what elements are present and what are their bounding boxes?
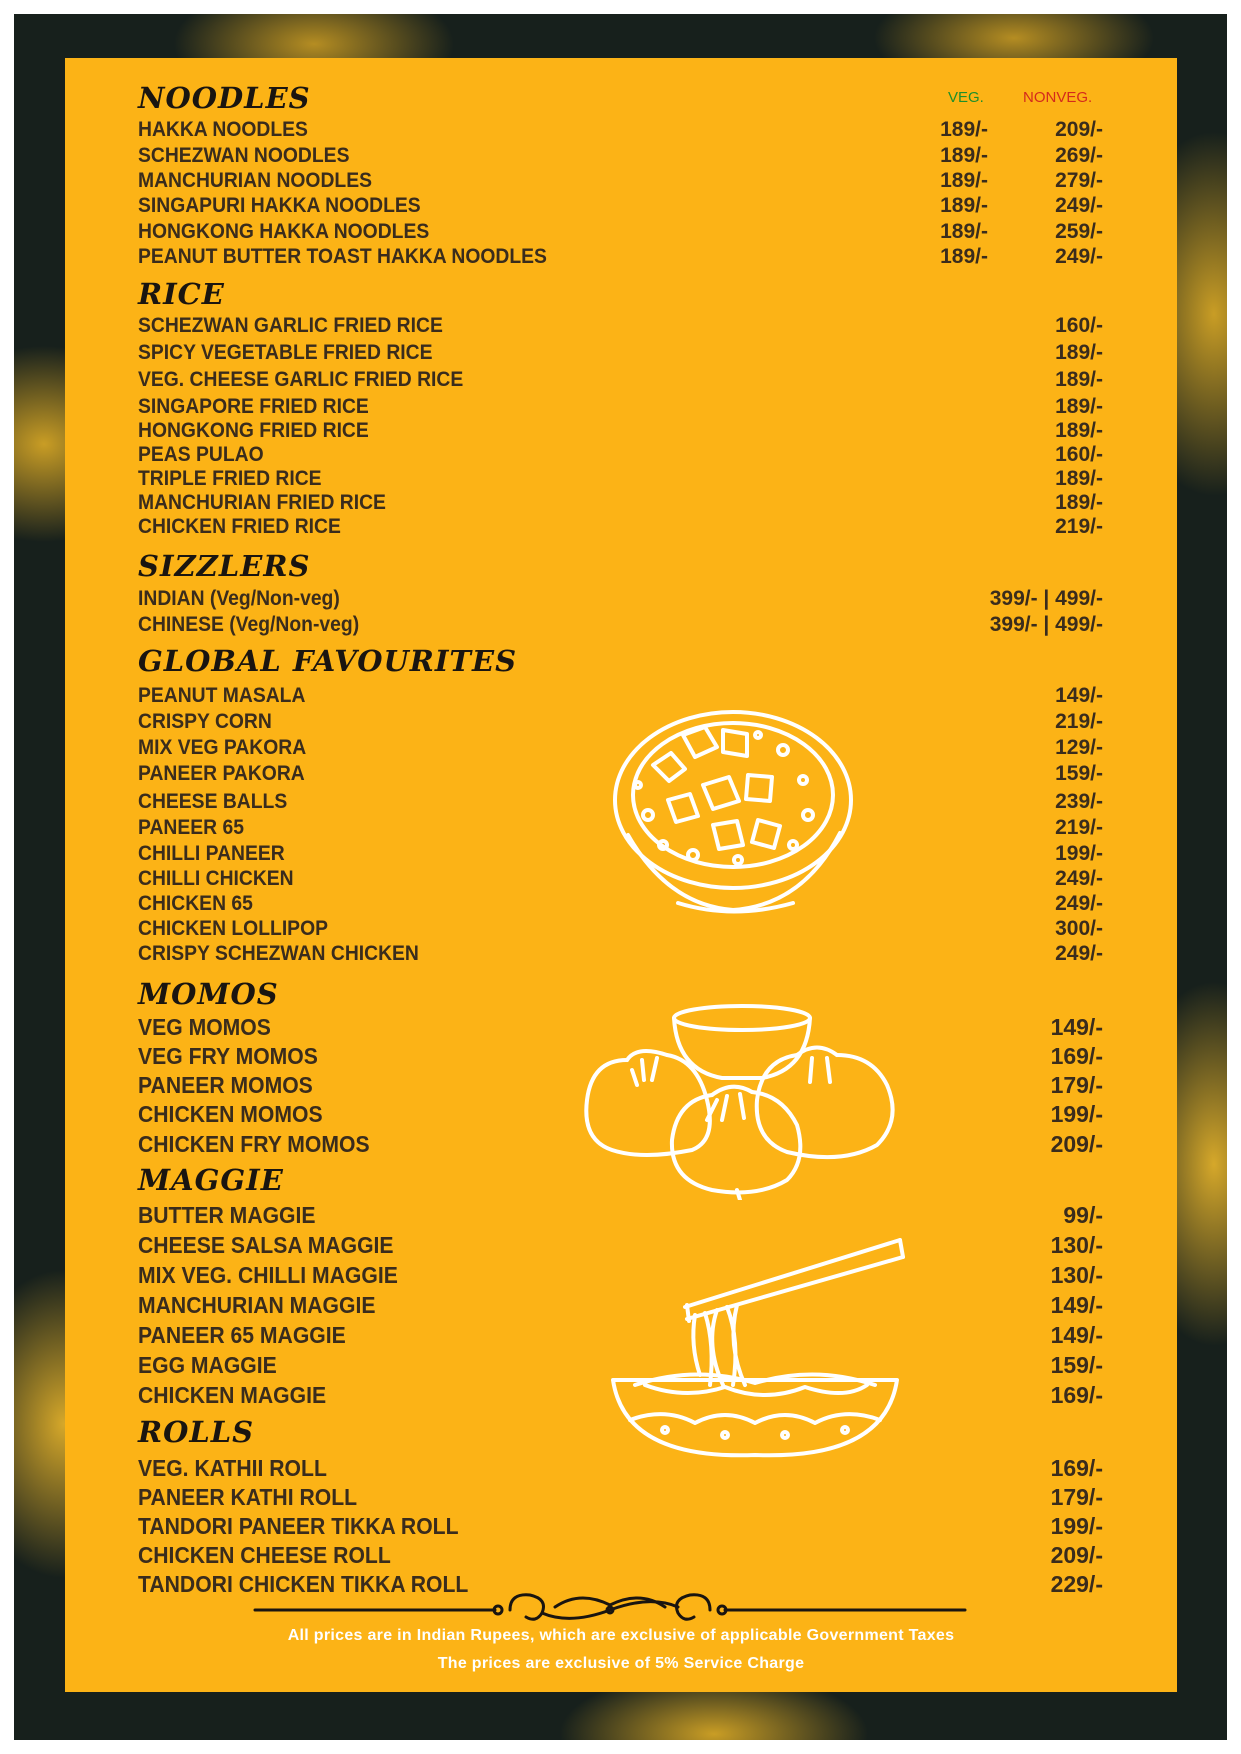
item-price: 199/-	[1050, 1101, 1103, 1127]
menu-item-row	[138, 490, 1103, 516]
item-name: SINGAPURI HAKKA NOODLES	[138, 194, 421, 217]
item-price: 249/-	[1055, 892, 1103, 915]
menu-item-row	[138, 586, 1103, 612]
item-price: 189/-	[1055, 395, 1103, 418]
item-name: TRIPLE FRIED RICE	[138, 467, 322, 490]
menu-item-row	[138, 193, 1103, 219]
item-name: VEG. CHEESE GARLIC FRIED RICE	[138, 368, 464, 391]
item-nonveg-price: 249/-	[1055, 194, 1103, 217]
item-name: CHEESE SALSA MAGGIE	[138, 1232, 394, 1258]
section-title-noodles: NOODLES	[138, 81, 311, 115]
item-nonveg-price: 269/-	[1055, 144, 1103, 167]
item-name: PANEER MOMOS	[138, 1072, 313, 1098]
menu-item-row	[138, 168, 1103, 194]
item-price: 219/-	[1055, 710, 1103, 733]
item-name: MANCHURIAN MAGGIE	[138, 1292, 376, 1318]
item-price: 189/-	[1055, 368, 1103, 391]
menu-item-row	[138, 340, 1103, 366]
item-price: 169/-	[1050, 1455, 1103, 1481]
menu-item-row	[138, 313, 1103, 339]
menu-item-row	[138, 219, 1103, 245]
item-veg-price: 189/-	[940, 169, 988, 192]
noodle-bowl-icon	[605, 1235, 905, 1460]
menu-item-row	[138, 612, 1103, 638]
item-price: 149/-	[1050, 1014, 1103, 1040]
item-name: MIX VEG. CHILLI MAGGIE	[138, 1262, 398, 1288]
item-price: 219/-	[1055, 515, 1103, 538]
item-name: CHICKEN FRY MOMOS	[138, 1131, 370, 1157]
item-name: HONGKONG FRIED RICE	[138, 419, 369, 442]
item-price: 189/-	[1055, 419, 1103, 442]
item-price: 169/-	[1050, 1382, 1103, 1408]
item-price: 189/-	[1055, 467, 1103, 490]
menu-item-row	[138, 941, 1103, 967]
item-price: 149/-	[1055, 684, 1103, 707]
item-price: 159/-	[1050, 1352, 1103, 1378]
item-price: 160/-	[1055, 443, 1103, 466]
item-price: 199/-	[1050, 1513, 1103, 1539]
item-name: VEG FRY MOMOS	[138, 1043, 318, 1069]
item-name: VEG. KATHII ROLL	[138, 1455, 327, 1481]
item-veg-price: 189/-	[940, 245, 988, 268]
section-title-sizzlers: SIZZLERS	[138, 549, 311, 583]
item-price: 229/-	[1050, 1571, 1103, 1597]
section-title-maggie: MAGGIE	[138, 1163, 284, 1197]
menu-item-row	[138, 1202, 1103, 1228]
menu-item-row	[138, 394, 1103, 420]
item-nonveg-price: 279/-	[1055, 169, 1103, 192]
item-price: 249/-	[1055, 867, 1103, 890]
item-name: CHILLI PANEER	[138, 842, 285, 865]
item-name: PANEER KATHI ROLL	[138, 1484, 358, 1510]
item-veg-price: 189/-	[940, 220, 988, 243]
item-price: 209/-	[1050, 1131, 1103, 1157]
item-name: MANCHURIAN NOODLES	[138, 169, 372, 192]
item-nonveg-price: 249/-	[1055, 245, 1103, 268]
item-name: VEG MOMOS	[138, 1014, 271, 1040]
item-price: 149/-	[1050, 1292, 1103, 1318]
menu-item-row	[138, 117, 1103, 143]
item-price: 399/- | 499/-	[989, 587, 1103, 610]
item-name: CRISPY SCHEZWAN CHICKEN	[138, 942, 419, 965]
menu-item-row	[138, 1513, 1103, 1539]
nonveg-column-header: NONVEG.	[1023, 89, 1093, 106]
item-name: EGG MAGGIE	[138, 1352, 277, 1378]
item-name: CHICKEN FRIED RICE	[138, 515, 341, 538]
item-name: PEANUT BUTTER TOAST HAKKA NOODLES	[138, 245, 547, 268]
item-name: PANEER 65	[138, 816, 244, 839]
item-name: TANDORI CHICKEN TIKKA ROLL	[138, 1571, 469, 1597]
item-price: 199/-	[1055, 842, 1103, 865]
item-price: 189/-	[1055, 491, 1103, 514]
menu-item-row	[138, 418, 1103, 444]
item-name: CHICKEN MOMOS	[138, 1101, 323, 1127]
item-price: 130/-	[1050, 1232, 1103, 1258]
footer-tax-note: All prices are in Indian Rupees, which are exclusive of applicable Government Taxes	[287, 1627, 955, 1644]
footer-service-charge-note: The prices are exclusive of 5% Service Charge	[437, 1655, 805, 1672]
menu-item-row	[138, 466, 1103, 492]
item-name: BUTTER MAGGIE	[138, 1202, 316, 1228]
section-title-rolls: ROLLS	[138, 1415, 255, 1449]
menu-item-row	[138, 442, 1103, 468]
item-price: 249/-	[1055, 942, 1103, 965]
item-name: MANCHURIAN FRIED RICE	[138, 491, 386, 514]
item-name: PANEER PAKORA	[138, 762, 305, 785]
item-price: 130/-	[1050, 1262, 1103, 1288]
section-title-momos: MOMOS	[138, 977, 279, 1011]
item-price: 149/-	[1050, 1322, 1103, 1348]
item-name: HONGKONG HAKKA NOODLES	[138, 220, 430, 243]
item-price: 239/-	[1055, 790, 1103, 813]
item-name: CHILLI CHICKEN	[138, 867, 294, 890]
item-price: 159/-	[1055, 762, 1103, 785]
section-title-rice: RICE	[138, 277, 225, 311]
item-nonveg-price: 209/-	[1055, 118, 1103, 141]
item-name: INDIAN (Veg/Non-veg)	[138, 587, 340, 610]
item-price: 160/-	[1055, 314, 1103, 337]
menu-item-row	[138, 367, 1103, 393]
item-name: SPICY VEGETABLE FRIED RICE	[138, 341, 433, 364]
item-name: CHICKEN 65	[138, 892, 253, 915]
item-price: 209/-	[1050, 1542, 1103, 1568]
curry-bowl-icon	[608, 705, 858, 920]
item-veg-price: 189/-	[940, 118, 988, 141]
item-name: PEAS PULAO	[138, 443, 264, 466]
menu-item-row	[138, 244, 1103, 270]
item-name: CHICKEN CHEESE ROLL	[138, 1542, 391, 1568]
item-name: TANDORI PANEER TIKKA ROLL	[138, 1513, 459, 1539]
menu-item-row	[138, 143, 1103, 169]
item-name: PANEER 65 MAGGIE	[138, 1322, 346, 1348]
item-nonveg-price: 259/-	[1055, 220, 1103, 243]
item-price: 300/-	[1055, 917, 1103, 940]
item-price: 189/-	[1055, 341, 1103, 364]
item-price: 179/-	[1050, 1072, 1103, 1098]
veg-column-header: VEG.	[948, 89, 984, 106]
item-veg-price: 189/-	[940, 144, 988, 167]
item-price: 179/-	[1050, 1484, 1103, 1510]
item-price: 169/-	[1050, 1043, 1103, 1069]
item-name: SCHEZWAN GARLIC FRIED RICE	[138, 314, 443, 337]
item-name: CRISPY CORN	[138, 710, 272, 733]
section-title-global-favourites: GLOBAL FAVOURITES	[138, 644, 518, 678]
item-name: CHINESE (Veg/Non-veg)	[138, 613, 360, 636]
item-veg-price: 189/-	[940, 194, 988, 217]
item-name: CHICKEN MAGGIE	[138, 1382, 327, 1408]
item-name: CHICKEN LOLLIPOP	[138, 917, 328, 940]
item-name: CHEESE BALLS	[138, 790, 288, 813]
item-name: PEANUT MASALA	[138, 684, 306, 707]
momos-icon	[582, 1000, 902, 1200]
menu-item-row	[138, 514, 1103, 540]
menu-item-row	[138, 1542, 1103, 1568]
item-price: 219/-	[1055, 816, 1103, 839]
item-price: 129/-	[1055, 736, 1103, 759]
item-name: SINGAPORE FRIED RICE	[138, 395, 369, 418]
item-name: HAKKA NOODLES	[138, 118, 308, 141]
item-price: 99/-	[1063, 1202, 1103, 1228]
menu-item-row	[138, 1484, 1103, 1510]
item-name: SCHEZWAN NOODLES	[138, 144, 350, 167]
item-name: MIX VEG PAKORA	[138, 736, 307, 759]
item-price: 399/- | 499/-	[989, 613, 1103, 636]
